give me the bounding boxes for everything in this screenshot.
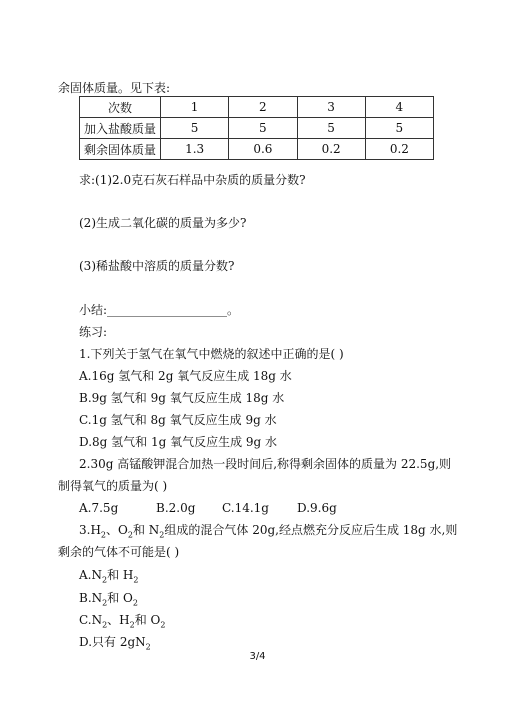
practice-3-option-a bbox=[79, 567, 138, 588]
text-span: A.N bbox=[79, 568, 102, 582]
text-span: 和 N bbox=[132, 523, 160, 537]
text-span: B.N bbox=[79, 591, 103, 605]
table-header-cell: 2 bbox=[229, 97, 297, 118]
practice-2-stem-line2: 制得氧气的质量为( ) bbox=[58, 479, 168, 493]
practice-1-option-c: C.1g 氢气和 8g 氧气反应生成 9g 水 bbox=[79, 413, 277, 427]
table-cell: 0.6 bbox=[229, 139, 297, 160]
table-cell: 剩余固体质量 bbox=[80, 139, 161, 160]
subscript: 2 bbox=[145, 642, 151, 652]
summary-line: 小结:____________________。 bbox=[79, 303, 240, 317]
practice-3-option-c bbox=[79, 612, 165, 633]
table-header-cell: 4 bbox=[365, 97, 433, 118]
text-span: 和 O bbox=[107, 591, 133, 605]
text-span: 和 H bbox=[107, 568, 134, 582]
subscript: 2 bbox=[160, 620, 166, 630]
table-row bbox=[80, 118, 434, 139]
data-table bbox=[79, 96, 434, 160]
table-header-cell: 3 bbox=[297, 97, 365, 118]
table-cell: 0.2 bbox=[365, 139, 433, 160]
text-span: 、O bbox=[106, 523, 128, 537]
page-number: 3/4 bbox=[249, 651, 266, 662]
table-header-row bbox=[80, 97, 434, 118]
table-cell: 5 bbox=[229, 118, 297, 139]
subscript: 2 bbox=[132, 598, 138, 608]
subscript: 2 bbox=[100, 530, 107, 540]
practice-2-stem-line1: 2.30g 高锰酸钾混合加热一段时间后,称得剩余固体的质量为 22.5g,则 bbox=[79, 457, 452, 471]
subscript: 2 bbox=[159, 530, 165, 540]
question-3: (3)稀盐酸中溶质的质量分数? bbox=[79, 259, 235, 273]
practice-1-option-d: D.8g 氢气和 1g 氧气反应生成 9g 水 bbox=[79, 435, 278, 449]
text-span: 组成的混合气体 20g,经点燃充分反应后生成 18g 水,则 bbox=[164, 523, 458, 537]
subscript: 2 bbox=[129, 620, 135, 630]
subscript: 2 bbox=[102, 620, 108, 630]
intro-text: 余固体质量。见下表: bbox=[58, 81, 171, 95]
table-cell: 1.3 bbox=[161, 139, 229, 160]
question-2: (2)生成二氧化碳的质量为多少? bbox=[79, 216, 247, 230]
practice-2-option-c: C.14.1g bbox=[222, 501, 269, 515]
table-cell: 5 bbox=[365, 118, 433, 139]
practice-2-option-d: D.9.6g bbox=[297, 501, 337, 515]
practice-3-option-b bbox=[79, 590, 138, 611]
table-header-cell: 次数 bbox=[80, 97, 161, 118]
table-cell: 5 bbox=[161, 118, 229, 139]
practice-1-option-b: B.9g 氢气和 9g 氧气反应生成 18g 水 bbox=[79, 391, 285, 405]
practice-2-option-b: B.2.0g bbox=[156, 501, 196, 515]
text-span: 和 O bbox=[134, 613, 161, 627]
subscript: 2 bbox=[133, 575, 139, 585]
subscript: 2 bbox=[127, 530, 133, 540]
subscript: 2 bbox=[101, 575, 108, 585]
table-row bbox=[80, 139, 434, 160]
practice-3-stem-line1 bbox=[79, 522, 457, 543]
table-cell: 0.2 bbox=[297, 139, 365, 160]
practice-3-stem-line2: 剩余的气体不可能是( ) bbox=[58, 545, 180, 559]
text-span: C.N bbox=[79, 613, 103, 627]
table-cell: 加入盐酸质量 bbox=[80, 118, 161, 139]
text-span: D.只有 2gN bbox=[79, 635, 146, 649]
practice-1-stem: 1.下列关于氢气在氧气中燃烧的叙述中正确的是( ) bbox=[79, 347, 344, 361]
text-span: 、H bbox=[107, 613, 130, 627]
table-header-cell: 1 bbox=[161, 97, 229, 118]
table-cell: 5 bbox=[297, 118, 365, 139]
practice-2-option-a: A.7.5g bbox=[79, 501, 119, 515]
subscript: 2 bbox=[102, 598, 108, 608]
practice-heading: 练习: bbox=[79, 325, 108, 339]
text-span: 3.H bbox=[79, 523, 101, 537]
practice-1-option-a: A.16g 氢气和 2g 氧气反应生成 18g 水 bbox=[79, 369, 292, 383]
question-1: 求:(1)2.0克石灰石样品中杂质的质量分数? bbox=[79, 173, 306, 187]
